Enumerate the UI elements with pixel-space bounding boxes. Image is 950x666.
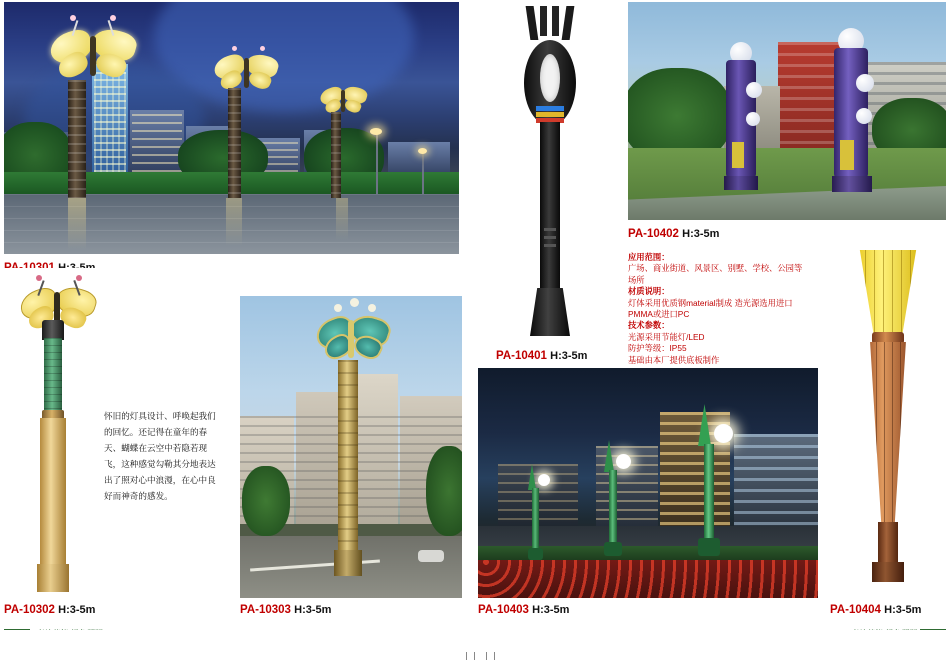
butterfly-lamp-large [46, 24, 142, 84]
photo-pa-10301 [4, 2, 459, 254]
spec-tech-label: 技术参数： [628, 320, 670, 331]
dim-pa-10403: H:3-5m [532, 604, 570, 616]
code-pa-10302: PA-10302 [4, 604, 55, 616]
dim-pa-10303: H:3-5m [294, 604, 332, 616]
spec-application-text: 广场、商业街道、风景区、别墅、学校、公园等场所 [628, 263, 803, 285]
crop-mark-2 [474, 652, 475, 660]
code-pa-10401: PA-10401 [496, 350, 547, 362]
crop-mark-4 [494, 652, 495, 660]
spec-tech-line-2: 防护等级：IP55 [628, 343, 687, 354]
caption-pa-10404 [830, 604, 921, 616]
crop-mark-3 [486, 652, 487, 660]
dim-pa-10401: H:3-5m [550, 350, 588, 362]
crop-mark-1 [466, 652, 467, 660]
poem-text: 怀旧的灯具设计、呼唤起我们的回忆。还记得在童年的春天、蝴蝶在云空中若隐若现飞，这种感觉勾勒其分地表达出了照对心中浪漫，在心中良好而神奇的感发。 [104, 411, 216, 501]
photo-pa-10404 [830, 240, 946, 598]
caption-pa-10302 [4, 604, 95, 616]
dim-pa-10404: H:3-5m [884, 604, 922, 616]
spec-panel [628, 252, 808, 366]
code-pa-10403: PA-10403 [478, 604, 529, 616]
caption-pa-10303 [240, 604, 331, 616]
spec-tech-line-3: 基础由本厂提供底板制作 [628, 354, 720, 365]
dim-pa-10402: H:3-5m [682, 228, 720, 240]
caption-pa-10402 [628, 228, 719, 240]
caption-pa-10403 [478, 604, 569, 616]
spec-material-label: 材质说明： [628, 286, 670, 297]
page-bottom-margin [0, 630, 950, 666]
photo-pa-10401 [484, 2, 616, 342]
photo-pa-10402 [628, 2, 946, 220]
dim-pa-10302: H:3-5m [58, 604, 96, 616]
code-pa-10402: PA-10402 [628, 228, 679, 240]
photo-pa-10303 [240, 296, 462, 598]
spec-application-label: 应用范围： [628, 252, 670, 262]
photo-pa-10403 [478, 368, 818, 598]
code-pa-10404: PA-10404 [830, 604, 881, 616]
code-pa-10303: PA-10303 [240, 604, 291, 616]
spec-tech-line-1: 光源采用节能灯/LED [628, 331, 705, 342]
spec-material-text: 灯体采用优质钢material制成 造光源选用进口PMMA或进口PC [628, 297, 793, 320]
caption-pa-10401 [496, 350, 587, 362]
